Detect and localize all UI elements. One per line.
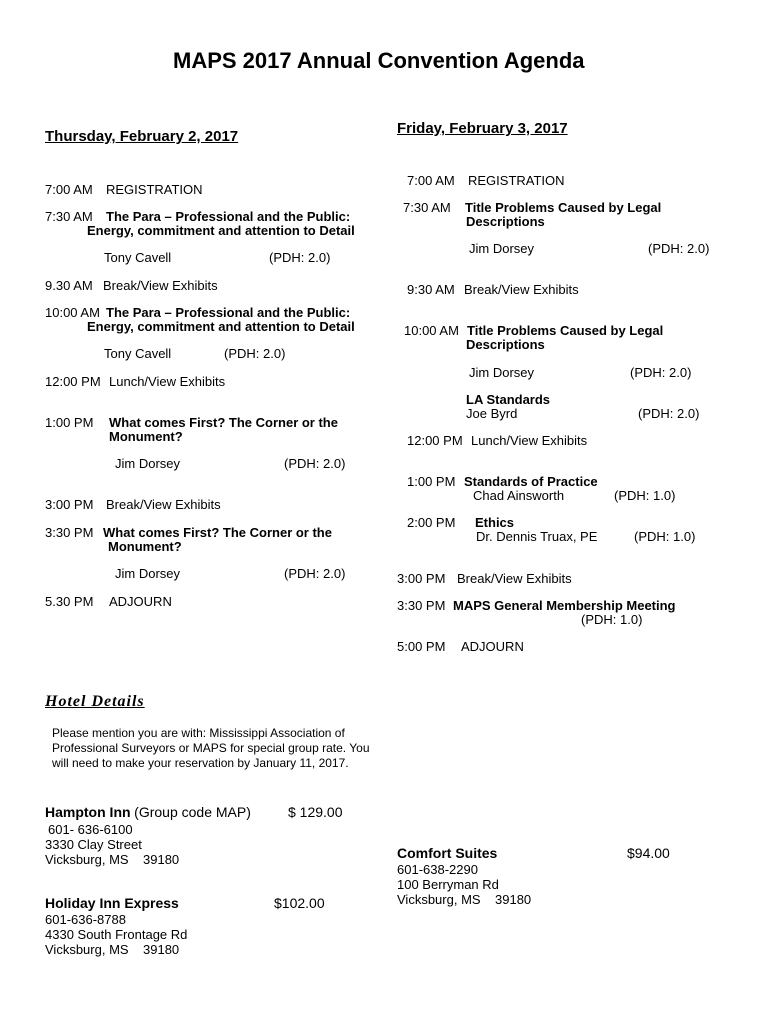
hotel-note-line-1: Please mention you are with: Mississippi Association of — [52, 726, 345, 740]
fri-s3-speaker: Chad Ainsworth — [473, 488, 565, 503]
fri-s1-time: 7:30 AM — [403, 200, 451, 215]
fri-s2-speaker: Jim Dorsey — [469, 365, 535, 380]
thu-s3-speaker: Jim Dorsey — [115, 456, 181, 471]
thu-reg-time: 7:00 AM — [45, 182, 93, 197]
thu-s2-title-2: Energy, commitment and attention to Detail — [87, 319, 355, 334]
fri-s1-title-2: Descriptions — [466, 214, 545, 229]
thu-s1-title-1: The Para – Professional and the Public: — [106, 209, 351, 224]
fri-reg-time: 7:00 AM — [407, 173, 455, 188]
fri-s4-time: 2:00 PM — [407, 515, 456, 530]
fri-s4-title: Ethics — [475, 515, 515, 530]
thu-s2-pdh: (PDH: 2.0) — [224, 346, 286, 361]
hampton-name-line — [45, 804, 251, 821]
fri-s4-speaker: Dr. Dennis Truax, PE — [476, 529, 598, 544]
fri-b1-text: Break/View Exhibits — [464, 282, 579, 297]
thu-b1-time: 9.30 AM — [45, 278, 93, 293]
thu-s4-pdh: (PDH: 2.0) — [284, 566, 346, 581]
hampton-street: 3330 Clay Street — [45, 837, 142, 852]
hampton-name: Hampton Inn — [45, 804, 131, 820]
hotel-note-line-2: Professional Surveyors or MAPS for special group rate. You — [52, 741, 370, 755]
page-title: MAPS 2017 Annual Convention Agenda — [173, 48, 585, 73]
fri-s3-title: Standards of Practice — [464, 474, 598, 489]
thu-b2-time: 3:00 PM — [45, 497, 94, 512]
thu-s1-time: 7:30 AM — [45, 209, 93, 224]
fri-adjourn-time: 5:00 PM — [397, 639, 446, 654]
fri-s3-pdh: (PDH: 1.0) — [614, 488, 676, 503]
comfort-street: 100 Berryman Rd — [397, 877, 499, 892]
thu-adjourn-time: 5.30 PM — [45, 594, 94, 609]
thu-s3-title-1: What comes First? The Corner or the — [109, 415, 338, 430]
comfort-phone: 601-638-2290 — [397, 862, 478, 877]
fri-s3-time: 1:00 PM — [407, 474, 456, 489]
fri-s2-title-2: Descriptions — [466, 337, 545, 352]
friday-header: Friday, February 3, 2017 — [397, 120, 568, 137]
thu-s3-pdh: (PDH: 2.0) — [284, 456, 346, 471]
fri-b2-text: Break/View Exhibits — [457, 571, 572, 586]
holiday-name: Holiday Inn Express — [45, 895, 179, 911]
fri-s2-title-1: Title Problems Caused by Legal — [467, 323, 664, 338]
thu-s1-speaker: Tony Cavell — [104, 250, 172, 265]
thu-b1-text: Break/View Exhibits — [103, 278, 218, 293]
fri-la-pdh: (PDH: 2.0) — [638, 406, 700, 421]
fri-meeting-title: MAPS General Membership Meeting — [453, 598, 676, 613]
fri-s4-pdh: (PDH: 1.0) — [634, 529, 696, 544]
fri-s2-pdh: (PDH: 2.0) — [630, 365, 692, 380]
fri-la-speaker: Joe Byrd — [466, 406, 518, 421]
thursday-header: Thursday, February 2, 2017 — [45, 128, 239, 145]
fri-lunch-time: 12:00 PM — [407, 433, 463, 448]
thu-lunch-time: 12:00 PM — [45, 374, 101, 389]
hampton-phone: 601- 636-6100 — [48, 822, 133, 837]
fri-adjourn-text: ADJOURN — [461, 639, 524, 654]
hampton-group-code: (Group code MAP) — [134, 804, 251, 820]
hampton-city: Vicksburg, MS 39180 — [45, 852, 180, 867]
holiday-street: 4330 South Frontage Rd — [45, 927, 188, 942]
comfort-city: Vicksburg, MS 39180 — [397, 892, 532, 907]
comfort-name: Comfort Suites — [397, 845, 498, 861]
thu-b2-text: Break/View Exhibits — [106, 497, 221, 512]
thu-s2-speaker: Tony Cavell — [104, 346, 172, 361]
thu-s2-time: 10:00 AM — [45, 305, 100, 320]
thu-reg-text: REGISTRATION — [106, 182, 203, 197]
thu-s3-title-2: Monument? — [109, 429, 183, 444]
thu-s4-speaker: Jim Dorsey — [115, 566, 181, 581]
thu-adjourn-text: ADJOURN — [109, 594, 172, 609]
hotel-note-line-3: will need to make your reservation by January 11, 2017. — [52, 756, 349, 770]
hampton-price: $ 129.00 — [288, 804, 343, 820]
comfort-price: $94.00 — [627, 845, 670, 861]
fri-s1-pdh: (PDH: 2.0) — [648, 241, 710, 256]
thu-s3-time: 1:00 PM — [45, 415, 94, 430]
fri-s1-speaker: Jim Dorsey — [469, 241, 535, 256]
thu-s4-time: 3:30 PM — [45, 525, 94, 540]
thu-s2-title-1: The Para – Professional and the Public: — [106, 305, 351, 320]
fri-s1-title-1: Title Problems Caused by Legal — [465, 200, 662, 215]
holiday-city: Vicksburg, MS 39180 — [45, 942, 180, 957]
thu-lunch-text: Lunch/View Exhibits — [109, 374, 226, 389]
thu-s1-title-2: Energy, commitment and attention to Detail — [87, 223, 355, 238]
thu-s4-title-1: What comes First? The Corner or the — [103, 525, 332, 540]
thu-s1-pdh: (PDH: 2.0) — [269, 250, 331, 265]
fri-la-title: LA Standards — [466, 392, 551, 407]
holiday-price: $102.00 — [274, 895, 325, 911]
fri-s2-time: 10:00 AM — [404, 323, 459, 338]
fri-b1-time: 9:30 AM — [407, 282, 455, 297]
fri-meeting-time: 3:30 PM — [397, 598, 446, 613]
fri-b2-time: 3:00 PM — [397, 571, 446, 586]
hotel-header: Hotel Details — [45, 693, 145, 710]
fri-lunch-text: Lunch/View Exhibits — [471, 433, 588, 448]
thu-s4-title-2: Monument? — [108, 539, 182, 554]
fri-reg-text: REGISTRATION — [468, 173, 565, 188]
fri-meeting-pdh: (PDH: 1.0) — [581, 612, 643, 627]
holiday-phone: 601-636-8788 — [45, 912, 126, 927]
